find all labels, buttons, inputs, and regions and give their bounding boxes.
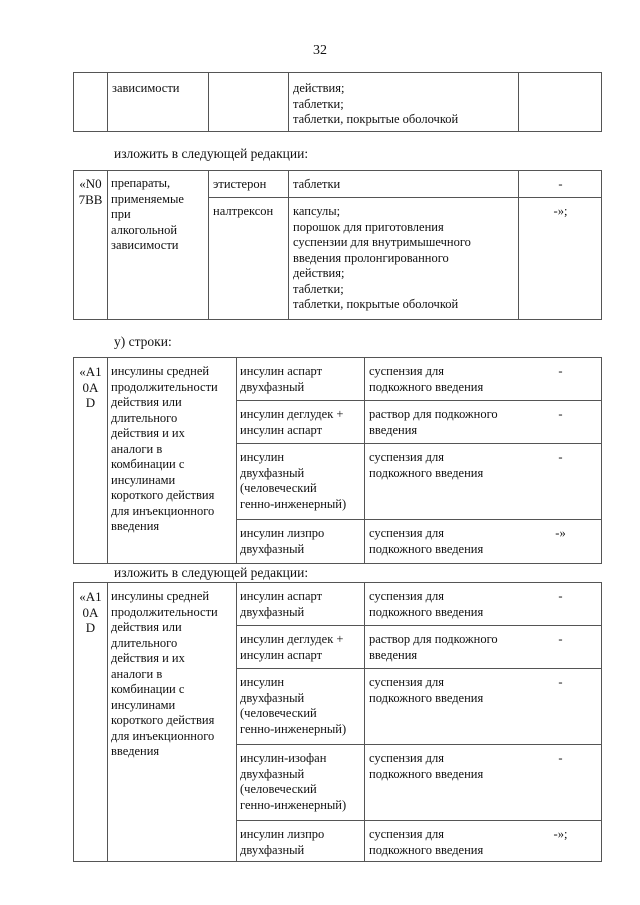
dosage-form: таблетки	[293, 177, 341, 191]
drug-name: инсулин лизпро двухфазный	[240, 526, 325, 556]
dosage-form: суспензия для подкожного введения	[369, 526, 484, 556]
row-mark: -	[558, 632, 563, 646]
drug-name: инсулин-изофан двухфазный (человеческий генно-инженерный)	[240, 751, 347, 812]
dosage-form: суспензия для подкожного введения	[369, 450, 484, 480]
drug-name: этистерон	[213, 177, 267, 191]
dosage-form: суспензия для подкожного введения	[369, 751, 484, 781]
drug-name: налтрексон	[213, 204, 274, 218]
group-cell: препараты, применяемые при алкогольной зависимости	[111, 176, 184, 252]
row-mark: -	[558, 177, 563, 191]
table-fragment-1	[73, 72, 602, 132]
dosage-form: раствор для подкожного введения	[369, 632, 498, 662]
atc-code: «А1 0А D	[79, 589, 102, 635]
row-mark: -	[558, 589, 563, 603]
row-mark: -»;	[553, 827, 568, 841]
table-insulins-old	[73, 357, 602, 564]
instruction-text: у) строки:	[114, 334, 172, 349]
group-cell: инсулины средней продолжительности действия или длительного действия и их аналоги в комбинации с инсулинами короткого действия для инъекционного введения	[111, 589, 218, 758]
row-mark: -	[558, 407, 563, 421]
drug-name: инсулин деглудек + инсулин аспарт	[240, 407, 344, 437]
row-mark: -»	[555, 526, 566, 540]
drug-name: инсулин аспарт двухфазный	[240, 364, 323, 394]
table-alcohol-dependence	[73, 170, 602, 320]
dosage-form: суспензия для подкожного введения	[369, 827, 484, 857]
group-cell: зависимости	[112, 81, 180, 95]
drug-name: инсулин аспарт двухфазный	[240, 589, 323, 619]
dosage-form: суспензия для подкожного введения	[369, 589, 484, 619]
drug-name: инсулин двухфазный (человеческий генно-инженерный)	[240, 450, 347, 511]
dosage-form: суспензия для подкожного введения	[369, 364, 484, 394]
dosage-form: суспензия для подкожного введения	[369, 675, 484, 705]
drug-name: инсулин двухфазный (человеческий генно-инженерный)	[240, 675, 347, 736]
atc-code: «А1 0А D	[79, 364, 102, 410]
row-mark: -	[558, 751, 563, 765]
dosage-form: раствор для подкожного введения	[369, 407, 498, 437]
row-mark: -	[558, 364, 563, 378]
group-cell: инсулины средней продолжительности действия или длительного действия и их аналоги в комбинации с инсулинами короткого действия для инъекционного введения	[111, 364, 218, 533]
row-mark: -	[558, 675, 563, 689]
form-cell: действия; таблетки; таблетки, покрытые оболочкой	[293, 81, 459, 126]
atc-code: «N0 7BB	[78, 176, 103, 207]
page-number: 32	[313, 43, 327, 58]
row-mark: -	[558, 450, 563, 464]
row-mark: -»;	[553, 204, 568, 218]
instruction-text: изложить в следующей редакции:	[114, 565, 309, 580]
instruction-text: изложить в следующей редакции:	[114, 146, 309, 161]
drug-name: инсулин деглудек + инсулин аспарт	[240, 632, 344, 662]
drug-name: инсулин лизпро двухфазный	[240, 827, 325, 857]
table-insulins-new	[73, 582, 602, 862]
dosage-form: капсулы; порошок для приготовления суспензии для внутримышечного введения пролонгированного действия; таблетки; таблетки, покрытые оболочкой	[293, 204, 471, 311]
